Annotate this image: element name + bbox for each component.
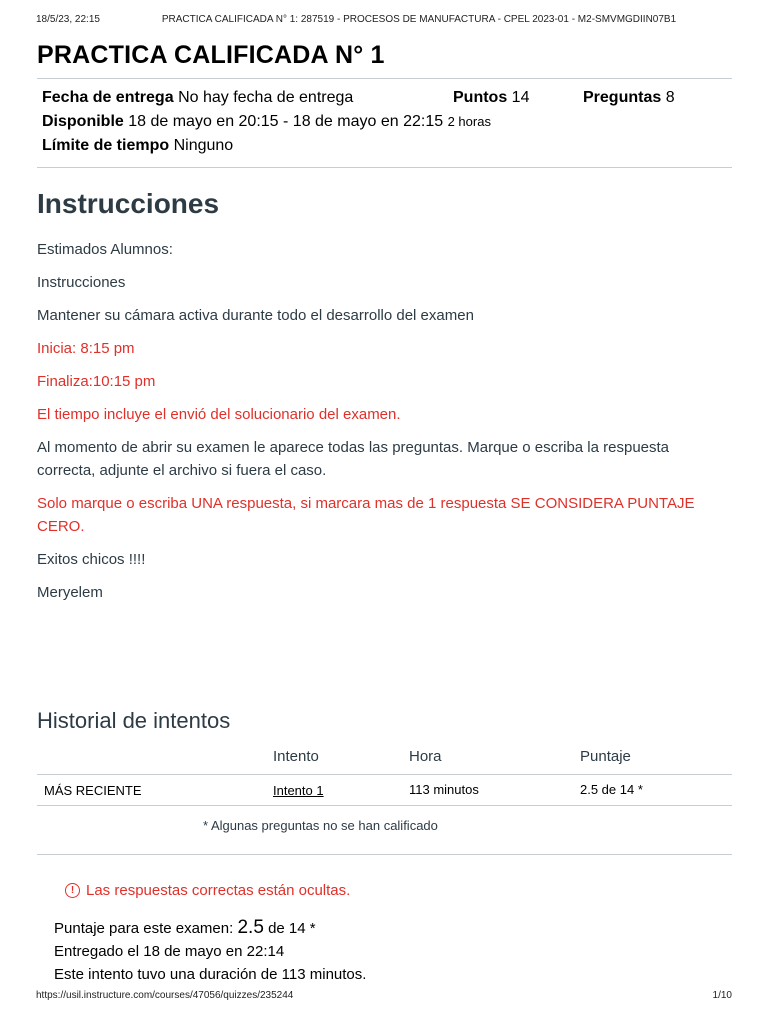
- points-value: 14: [511, 89, 530, 106]
- instructions-title: Instrucciones: [37, 188, 220, 219]
- due-label: Fecha de entrega: [42, 89, 174, 106]
- page-title: PRACTICA CALIFICADA N° 1: [37, 41, 385, 69]
- row-score: 2.5 de 14 *: [580, 782, 643, 797]
- instr-greeting: Estimados Alumnos:: [37, 241, 173, 258]
- time-limit-value: Ninguno: [173, 137, 234, 154]
- history-header: [37, 748, 732, 774]
- submitted-line: Entregado el 18 de mayo en 22:14: [54, 943, 285, 960]
- table-row: [37, 774, 732, 806]
- time-limit-label: Límite de tiempo: [42, 137, 170, 154]
- points-label: Puntos: [453, 89, 508, 106]
- history-note: * Algunas preguntas no se han calificado: [203, 818, 438, 833]
- history-table: [37, 748, 732, 806]
- available-duration: 2 horas: [447, 114, 491, 129]
- history-title: Historial de intentos: [37, 708, 231, 733]
- questions-row: [583, 89, 675, 107]
- questions-value: 8: [665, 89, 675, 106]
- score-value: 2.5: [237, 917, 264, 938]
- page-number: 1/10: [712, 990, 732, 1001]
- print-footer: [36, 990, 732, 1004]
- instr-heading: Instrucciones: [37, 274, 126, 291]
- attempt-link[interactable]: Intento 1: [273, 783, 324, 798]
- hidden-answers-text: Las respuestas correctas están ocultas.: [86, 882, 351, 899]
- instr-warning: Solo marque o escriba UNA respuesta, si marcara mas de 1 respuesta SE CONSIDERA PUNTAJE CERO.: [37, 495, 695, 535]
- row-label: MÁS RECIENTE: [44, 783, 142, 798]
- instr-camera: Mantener su cámara activa durante todo el desarrollo del examen: [37, 307, 474, 324]
- score-suffix: de 14 *: [268, 920, 316, 937]
- time-limit-row: [42, 137, 233, 155]
- score-summary: [54, 916, 366, 986]
- questions-label: Preguntas: [583, 89, 662, 106]
- due-value: No hay fecha de entrega: [178, 89, 354, 106]
- instr-body: Al momento de abrir su examen le aparece todas las preguntas. Marque o escriba la respuesta correcta, adjunte el archivo si fuera el caso.: [37, 439, 670, 479]
- instr-end: Finaliza:10:15 pm: [37, 373, 156, 390]
- row-time: 113 minutos: [409, 782, 479, 797]
- divider: [37, 167, 732, 168]
- instr-closing: Exitos chicos !!!!: [37, 551, 146, 568]
- hidden-answers-notice: [65, 882, 350, 899]
- instr-start: Inicia: 8:15 pm: [37, 340, 135, 357]
- warning-icon: !: [65, 883, 80, 898]
- col-score: Puntaje: [580, 748, 631, 765]
- quiz-details: [37, 79, 732, 167]
- print-date: 18/5/23, 22:15: [36, 14, 100, 25]
- col-time: Hora: [409, 748, 442, 765]
- print-header: [36, 14, 732, 28]
- score-line: [54, 916, 366, 940]
- available-value: 18 de mayo en 20:15 - 18 de mayo en 22:15: [128, 113, 444, 130]
- available-label: Disponible: [42, 113, 124, 130]
- print-doc-title: PRACTICA CALIFICADA N° 1: 287519 - PROCESOS DE MANUFACTURA - CPEL 2023-01 - M2-SMVMGDIIN07B1: [161, 14, 677, 25]
- available-row: [42, 113, 491, 131]
- duration-line: Este intento tuvo una duración de 113 minutos.: [54, 966, 367, 983]
- score-prefix: Puntaje para este examen:: [54, 920, 234, 937]
- print-url: https://usil.instructure.com/courses/47056/quizzes/235244: [36, 990, 294, 1001]
- divider: [37, 854, 732, 855]
- instr-time-note: El tiempo incluye el envió del solucionario del examen.: [37, 406, 401, 423]
- instructions-body: [37, 238, 717, 614]
- quiz-content: [37, 40, 732, 983]
- points-row: [453, 89, 529, 107]
- due-row: [42, 89, 353, 107]
- col-attempt: Intento: [273, 748, 319, 765]
- instr-signature: Meryelem: [37, 584, 103, 601]
